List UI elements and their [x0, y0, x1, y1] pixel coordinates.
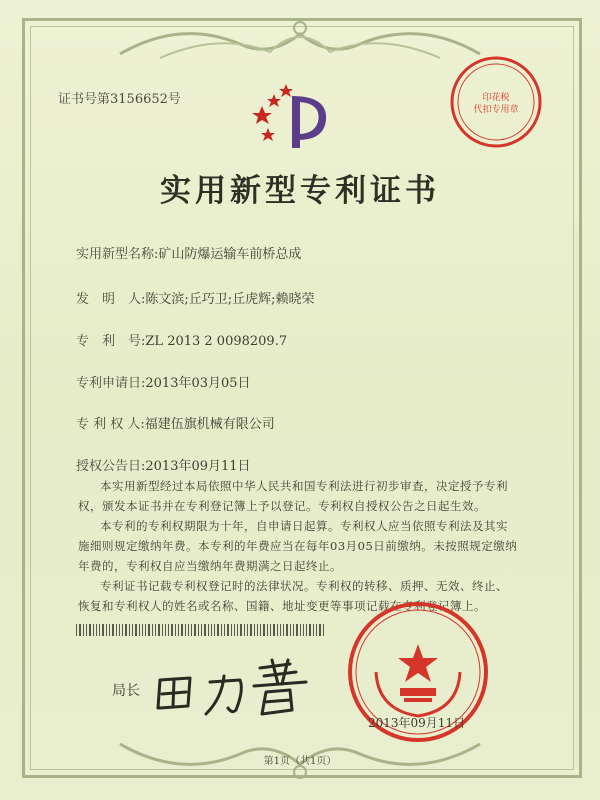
- seal-date: 2013年09月11日: [368, 716, 466, 730]
- field-label: 授权公告日:: [76, 459, 146, 474]
- top-ornament-icon: [100, 14, 500, 68]
- svg-text:印花税: 印花税: [482, 93, 510, 103]
- field-value: 2013年09月11日: [145, 459, 251, 474]
- field-label: 专利申请日:: [76, 376, 146, 391]
- body-paragraph: 本实用新型经过本局依照中华人民共和国专利法进行初步审查，决定授予专利权，颁发本证书并在专利登记簿上予以登记。专利权自授权公告之日起生效。: [78, 479, 508, 513]
- certificate-body: [78, 476, 518, 616]
- field-inventors: [76, 288, 315, 307]
- field-label: 专 利 权 人:: [76, 417, 145, 432]
- director-label: 局长: [112, 683, 140, 699]
- patent-office-logo-icon: [252, 76, 332, 156]
- field-value: ZL 2013 2 0098209.7: [145, 334, 288, 349]
- director-signature: [140, 650, 340, 720]
- field-patent-number: [76, 330, 287, 349]
- field-label: 专 利 号:: [76, 334, 146, 349]
- body-paragraph: 本专利的专利权期限为十年，自申请日起算。专利权人应当依照专利法及其实施细则规定缴纳年费。本专利的年费应当在每年03月05日前缴纳。未按照规定缴纳年费的，专利权自应当缴纳年费期满之日起终止。: [78, 519, 518, 573]
- certificate-number: 证书号第3156652号: [58, 92, 181, 107]
- certificate-title: 实用新型专利证书: [160, 173, 440, 209]
- field-application-date: [76, 372, 251, 391]
- field-value: 矿山防爆运输车前桥总成: [158, 247, 302, 262]
- field-utility-name: [76, 243, 301, 262]
- field-patentee: [76, 413, 275, 432]
- barcode-icon: [76, 624, 326, 636]
- field-value: 2013年03月05日: [145, 376, 251, 391]
- svg-text:代扣专用章: 代扣专用章: [473, 105, 519, 115]
- field-label: 发 明 人:: [76, 292, 146, 307]
- field-value: 陈文滨;丘巧卫;丘虎辉;赖晓荣: [145, 292, 315, 307]
- page-number: 第1页（共1页）: [263, 756, 337, 767]
- field-grant-date: [76, 455, 251, 474]
- field-value: 福建伍旗机械有限公司: [144, 417, 275, 432]
- red-seal-icon: [448, 54, 544, 150]
- field-label: 实用新型名称:: [76, 247, 159, 262]
- body-paragraph: 专利证书记载专利权登记时的法律状况。专利权的转移、质押、无效、终止、恢复和专利权人的姓名或名称、国籍、地址变更等事项记载在专利登记簿上。: [78, 579, 508, 613]
